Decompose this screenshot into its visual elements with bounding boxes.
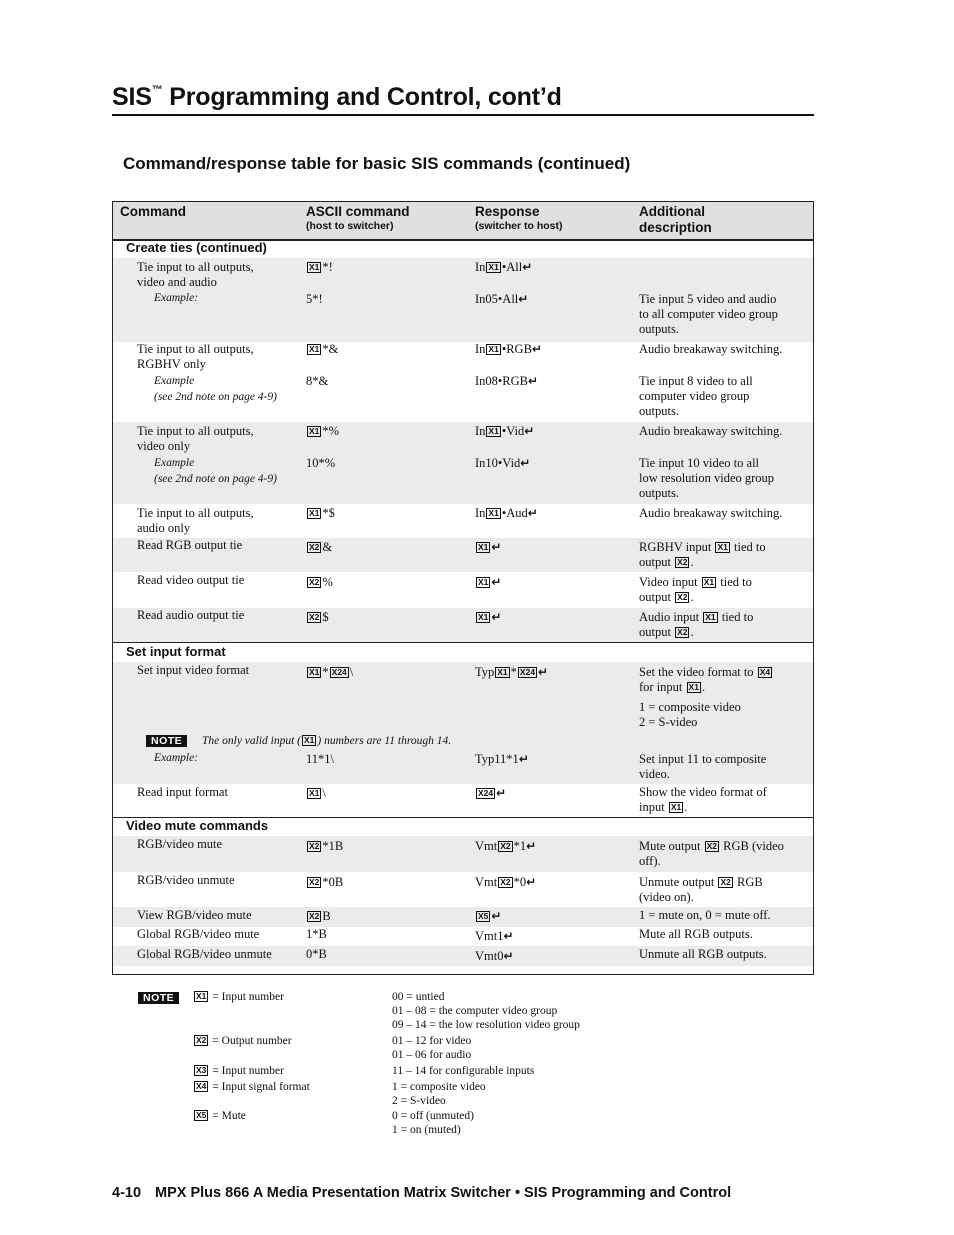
command-cell: Read video output tie [137,573,245,587]
description-cell: Video input X1 tied to output X2 . [639,575,752,604]
ascii-cell: X2 B [309,909,331,923]
x2-variable-badge: X2 [706,841,717,851]
x1-variable-badge: X1 [705,612,716,622]
x4-variable-badge: X4 [196,1081,207,1091]
x1-variable-badge: X1 [488,344,499,354]
return-icon: ↵ [518,752,529,766]
x2-variable-badge: X2 [309,577,320,587]
response-cell: Typ X1 * X24 ↵ [475,665,549,679]
x1-variable-badge: X1 [478,612,489,622]
legend-x2: X2 = Output number [196,1035,292,1047]
description-cell: 1 = mute on, 0 = mute off. [639,908,771,922]
note-badge: NOTE [146,735,187,747]
x1-variable-badge: X1 [196,991,207,1001]
ascii-cell: 11*1\ [306,752,335,766]
command-cell: Tie input to all outputs, video and audio [137,260,254,289]
x1-variable-badge: X1 [488,262,499,272]
description-cell: Audio input X1 tied to output X2 . [639,610,754,639]
description-cell: Audio breakaway switching. [639,506,783,520]
description-cell: Set the video format to X4 for input X1 . [639,665,771,694]
x1-variable-badge: X1 [309,344,320,354]
x1-variable-badge: X1 [309,667,320,677]
return-icon: ↵ [491,909,502,923]
footer-text: MPX Plus 866 A Media Presentation Matrix Switcher • SIS Programming and Control [155,1185,732,1201]
return-icon: ↵ [538,665,549,679]
x24-variable-badge: X24 [331,667,347,677]
x1-variable-badge: X1 [309,788,320,798]
command-cell: Tie input to all outputs, video only [137,424,254,453]
header-ascii-sub: (host to switcher) [306,220,394,232]
command-cell: Read audio output tie [137,608,245,622]
legend-x1: X1 = Input number [196,991,284,1003]
return-icon: ↵ [527,506,538,520]
x24-variable-badge: X24 [478,788,494,798]
return-icon: ↵ [526,839,537,853]
bullet-icon: • [501,424,507,438]
header-command: Command [120,204,187,219]
description-cell: Tie input 5 video and audio to all computer video group outputs. [639,292,778,336]
x5-variable-badge: X5 [196,1110,207,1120]
response-cell: Vmt0↵ [475,949,514,963]
command-cell: Read input format [137,785,228,799]
legend-value: 0 = off (unmuted) 1 = on (muted) [392,1110,474,1136]
return-icon: ↵ [491,575,502,589]
return-icon: ↵ [491,540,502,554]
group-create-ties: Create ties (continued) [126,240,267,255]
x2-variable-badge: X2 [720,877,731,887]
return-icon: ↵ [496,786,507,800]
example-label: Example (see 2nd note on page 4-9) [154,375,277,403]
response-cell [475,610,501,625]
response-cell: In X1 •All↵ [475,260,533,274]
x1-variable-badge: X1 [488,508,499,518]
section-heading: Command/response table for basic SIS commands (continued) [123,154,631,173]
note-text: The only valid input ( X1 ) numbers are 11 through 14. [202,735,452,747]
description-cell: Unmute output X2 RGB (video on). [639,875,763,904]
return-icon: ↵ [491,610,502,624]
x2-variable-badge: X2 [309,911,320,921]
response-cell: In10•Vid↵ [475,456,531,470]
legend-note-badge: NOTE [138,992,179,1004]
ascii-cell: X1 *$ [309,506,335,520]
x1-variable-badge: X1 [309,262,320,272]
description-cell: Tie input 8 video to all computer video group outputs. [639,374,753,418]
response-cell [475,786,506,801]
command-response-table [112,201,814,975]
group-video-mute: Video mute commands [126,818,269,833]
x1-variable-badge: X1 [717,542,728,552]
response-cell [475,540,501,555]
ascii-cell: X1 \ [309,786,326,800]
ascii-cell: X2 & [309,540,333,554]
response-cell: In08•RGB↵ [475,374,539,388]
response-cell: In X1 •Aud↵ [475,506,538,520]
page-title: SIS™ Programming and Control, cont’d [112,83,562,111]
x1-variable-badge: X1 [497,667,508,677]
group-set-input-format: Set input format [126,644,226,659]
x1-variable-badge: X1 [478,577,489,587]
x24-variable-badge: X24 [519,667,536,677]
command-cell: Read RGB output tie [137,538,243,552]
command-cell: Global RGB/video unmute [137,947,272,961]
page-footer [112,1185,731,1201]
description-cell: Mute all RGB outputs. [639,927,753,941]
response-cell: Vmt1↵ [475,929,514,943]
x1-variable-badge: X1 [703,577,715,587]
x2-variable-badge: X2 [309,612,320,622]
ascii-cell: 1*B [306,927,327,941]
response-cell: In X1 •Vid↵ [475,424,535,438]
response-cell: In05•All↵ [475,292,529,306]
ascii-cell: 0*B [306,947,327,961]
x1-variable-badge: X1 [309,426,320,436]
response-cell: Vmt X2 *1↵ [475,839,537,853]
description-cell: Mute output X2 RGB (video off). [639,839,784,868]
ascii-cell: X2 *0B [309,875,344,889]
x3-variable-badge: X3 [196,1065,207,1075]
command-cell: Tie input to all outputs, RGBHV only [137,342,254,371]
legend-x3: X3 = Input number [196,1065,284,1077]
description-cell: Set input 11 to composite video. [639,752,767,781]
description-cell: Audio breakaway switching. [639,342,783,356]
example-label: Example: [154,752,199,764]
return-icon: ↵ [531,342,542,356]
ascii-cell: X1 *& [309,342,339,356]
header-response-sub: (switcher to host) [475,220,563,232]
x1-variable-badge: X1 [304,735,315,745]
command-cell: Tie input to all outputs, audio only [137,506,254,535]
return-icon: ↵ [503,949,514,963]
x1-variable-badge: X1 [309,508,320,518]
description-cell: Unmute all RGB outputs. [639,947,767,961]
legend-value: 11 – 14 for configurable inputs [392,1065,535,1077]
response-cell [475,909,501,924]
description-cell: Show the video format of input X1 . [639,785,767,814]
x2-variable-badge: X2 [500,841,511,851]
legend-x4: X4 = Input signal format [196,1081,310,1093]
legend-value: 00 = untied 01 – 08 = the computer video group 09 – 14 = the low resolution video group [392,991,580,1031]
x2-variable-badge: X2 [677,557,688,567]
x2-variable-badge: X2 [309,542,320,552]
group-divider [113,642,813,643]
header-description: Additional description [639,204,712,235]
x2-variable-badge: X2 [677,592,688,602]
title-divider [112,114,814,116]
description-cell: Audio breakaway switching. [639,424,783,438]
x2-variable-badge: X2 [309,877,320,887]
return-icon: ↵ [522,260,533,274]
response-cell: In X1 •RGB↵ [475,342,542,356]
ascii-cell: X1 * X24 \ [309,665,354,679]
legend-value: 01 – 12 for video 01 – 06 for audio [392,1035,472,1061]
description-cell: RGBHV input X1 tied to output X2 . [639,540,766,569]
example-label: Example: [154,292,199,304]
ascii-cell: X2 % [309,575,333,589]
ascii-cell: 10*% [306,456,336,470]
return-icon: ↵ [526,875,537,889]
legend-x5: X5 = Mute [196,1110,246,1122]
command-cell: Global RGB/video mute [137,927,260,941]
x1-variable-badge: X1 [478,542,489,552]
command-cell: RGB/video mute [137,837,223,851]
x2-variable-badge: X2 [677,627,688,637]
bullet-icon: • [501,260,507,274]
example-label: Example (see 2nd note on page 4-9) [154,457,277,485]
x5-variable-badge: X5 [478,911,489,921]
ascii-cell: 8*& [306,374,329,388]
bullet-icon: • [501,506,507,520]
legend-value: 1 = composite video 2 = S-video [392,1081,486,1107]
header-response: Response [475,204,540,219]
x4-variable-badge: X4 [759,667,771,677]
return-icon: ↵ [518,292,529,306]
return-icon: ↵ [520,456,531,470]
ascii-cell: X1 *! [309,260,333,274]
ascii-cell: X2 *1B [309,839,344,853]
page-number: 4-10 [112,1185,142,1201]
command-cell: RGB/video unmute [137,873,235,887]
command-cell: Set input video format [137,663,250,677]
ascii-cell: X1 *% [309,424,340,438]
return-icon: ↵ [503,929,514,943]
x2-variable-badge: X2 [500,877,511,887]
x2-variable-badge: X2 [309,841,320,851]
bullet-icon: • [501,342,507,356]
x1-variable-badge: X1 [688,682,699,692]
description-cell: Tie input 10 video to all low resolution video group outputs. [639,456,775,500]
response-cell: Typ11*1↵ [475,752,529,766]
x2-variable-badge: X2 [196,1035,207,1045]
header-ascii: ASCII command [306,204,410,219]
ascii-cell: X2 $ [309,610,329,624]
response-cell: Vmt X2 *0↵ [475,875,537,889]
return-icon: ↵ [528,374,539,388]
return-icon: ↵ [524,424,535,438]
ascii-cell: 5*! [306,292,323,306]
description-cell: 1 = composite video 2 = S-video [639,700,741,729]
command-cell: View RGB/video mute [137,908,252,922]
x1-variable-badge: X1 [670,802,682,812]
response-cell [475,575,501,590]
x1-variable-badge: X1 [488,426,499,436]
